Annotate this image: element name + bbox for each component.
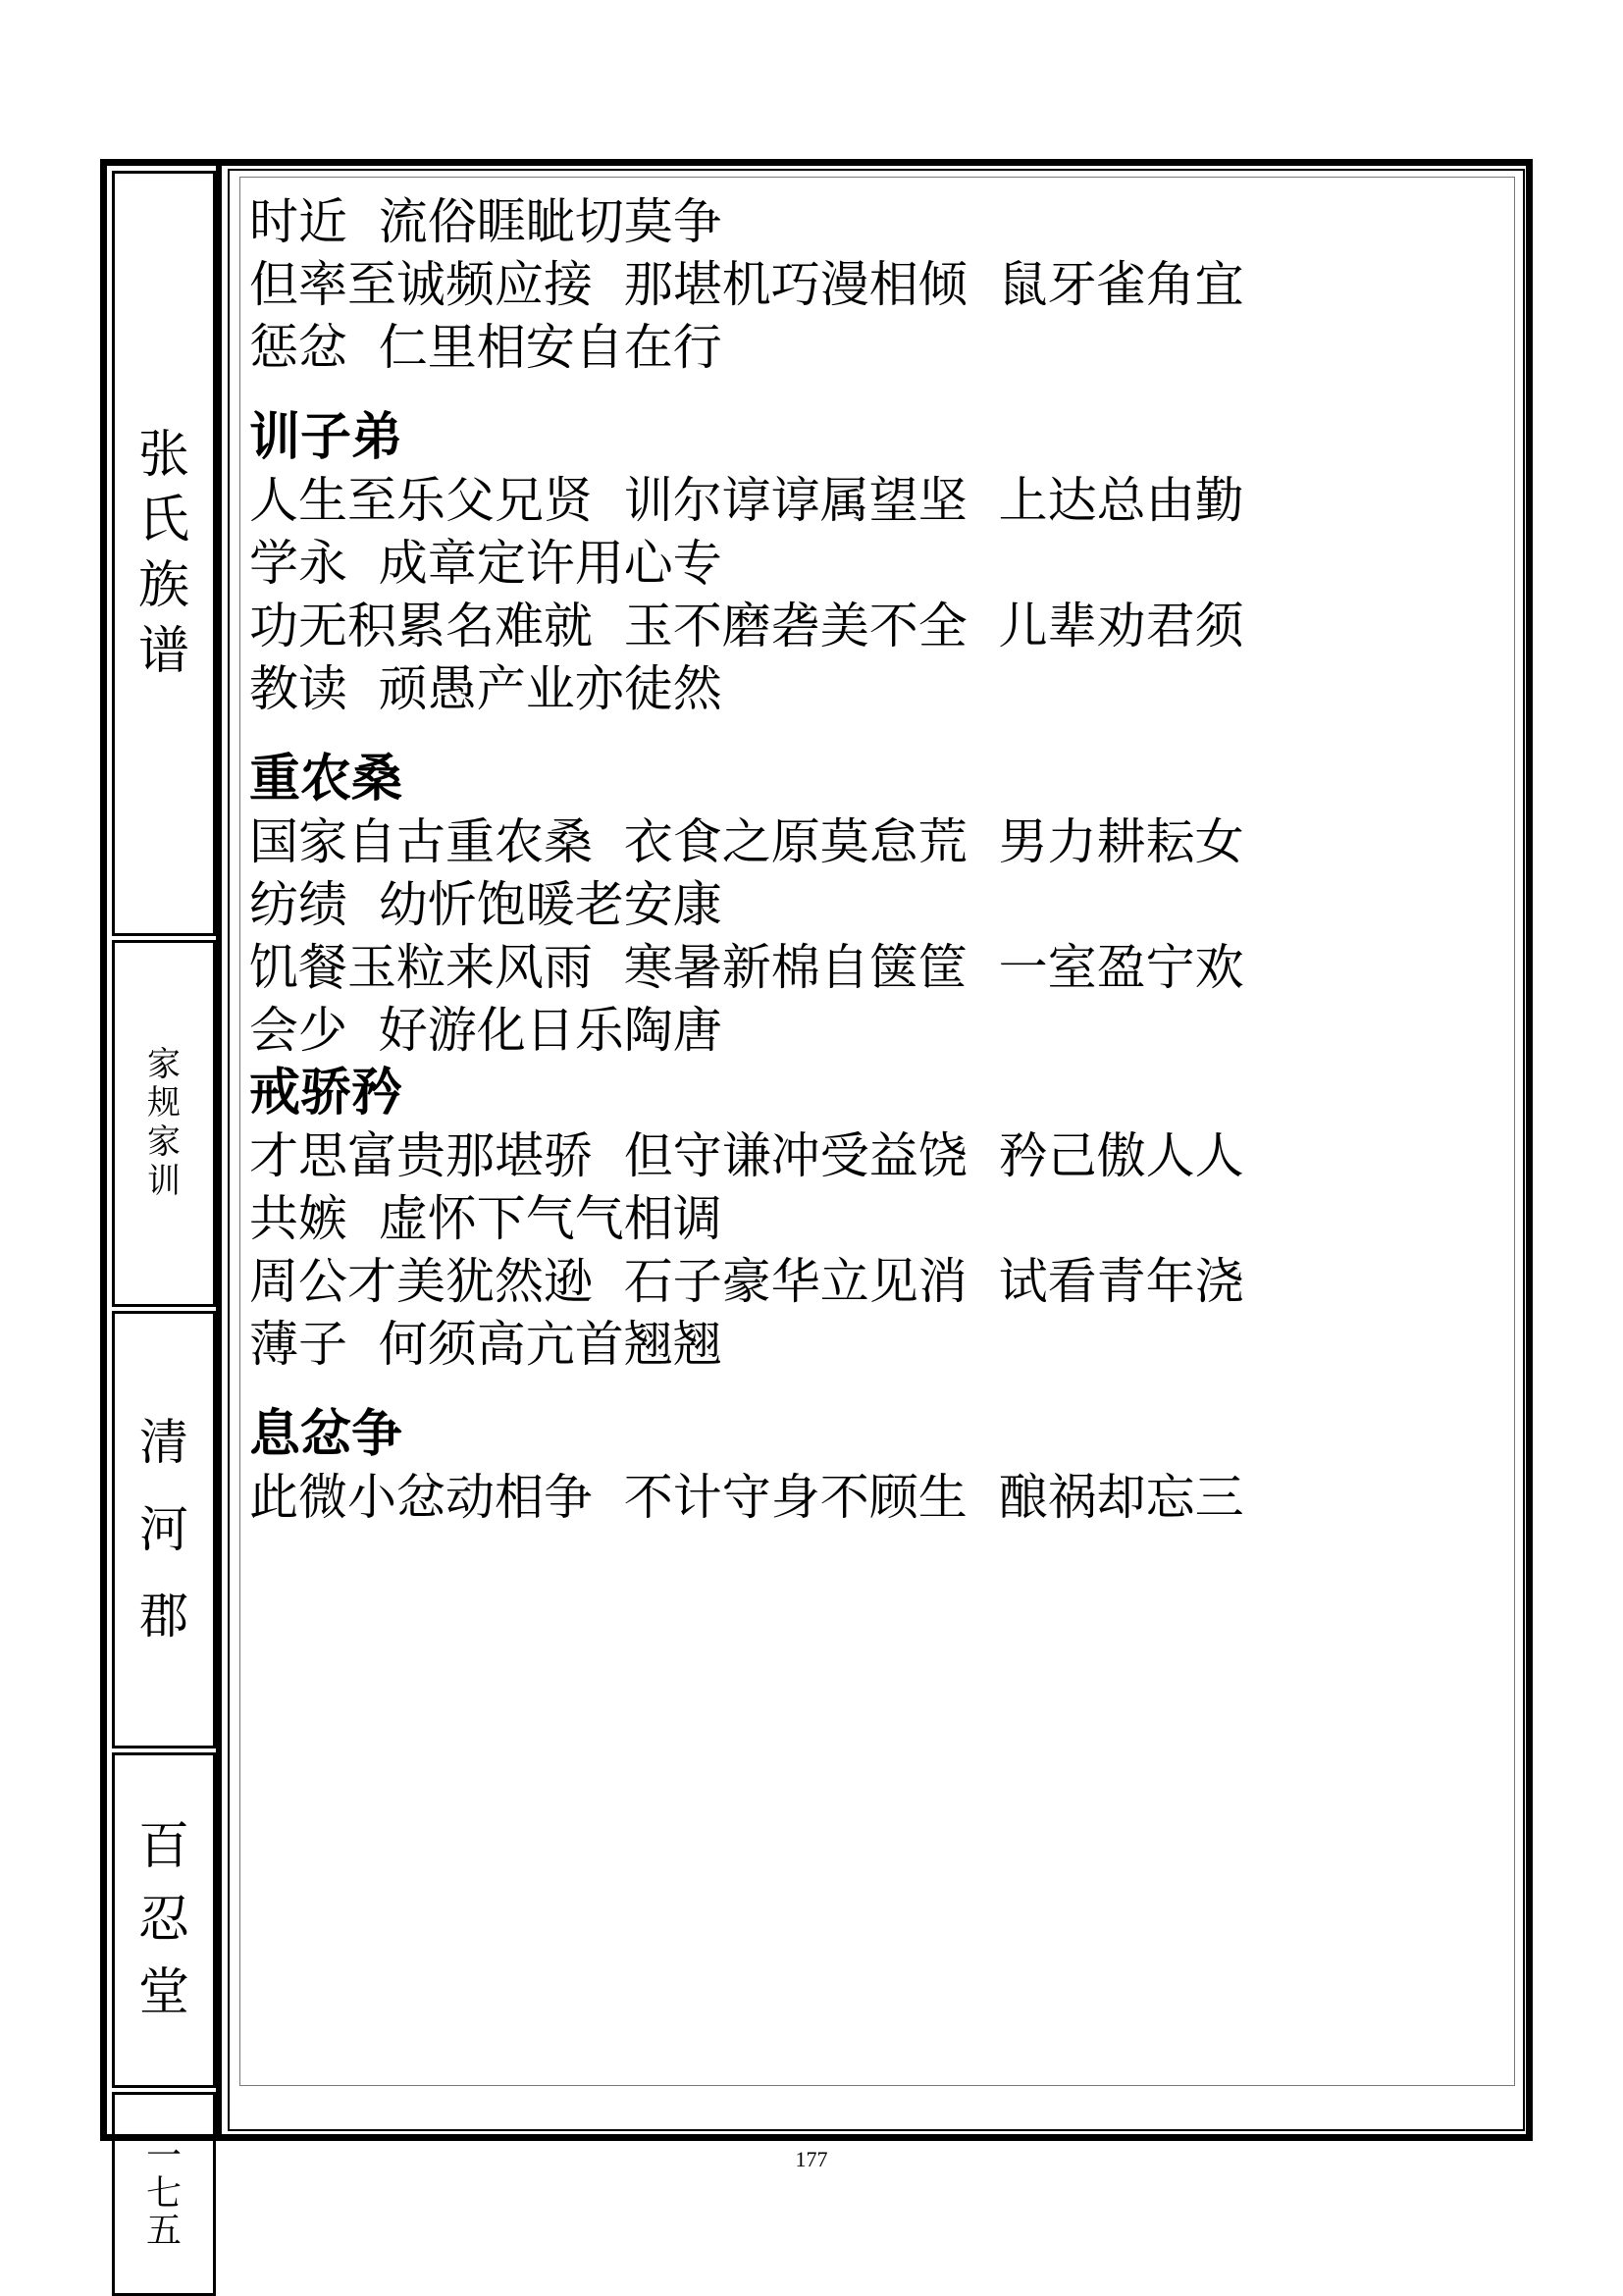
sidebar-place-cell: [112, 1311, 216, 1748]
folio-char: 五: [145, 2210, 182, 2251]
text-line: 薄子 何须高亢首翘翘: [249, 1316, 722, 1373]
section-char: 家: [147, 1122, 181, 1162]
text-line: 时近 流俗睚眦切莫争: [249, 193, 722, 250]
text-line: 惩忿 仁里相安自在行: [249, 319, 722, 376]
text-line: 教读 顽愚产业亦徒然: [249, 660, 722, 717]
title-char: 族: [137, 556, 189, 615]
sidebar: [106, 165, 222, 2251]
section-char: 家: [147, 1044, 181, 1084]
place-char: 清: [139, 1414, 188, 1472]
sidebar-title-cell: [112, 171, 216, 936]
hall-char: 堂: [137, 1963, 189, 2023]
title-char: 氏: [137, 491, 189, 550]
title-char: 谱: [137, 621, 189, 681]
text-line: 共嫉 虚怀下气气相调: [249, 1190, 722, 1247]
hall-char: 百: [137, 1817, 189, 1877]
section-heading: 息忿争: [249, 1405, 403, 1464]
folio-char: 一: [145, 2136, 182, 2177]
place-char: 郡: [139, 1588, 188, 1645]
place-char: 河: [139, 1500, 188, 1558]
folio-char: 七: [145, 2173, 182, 2215]
page-number: 177: [795, 2147, 828, 2171]
section-heading: 训子弟: [249, 408, 403, 467]
text-line: 学永 成章定许用心专: [249, 535, 722, 592]
section-char: 训: [147, 1161, 181, 1201]
sidebar-section-cell: [112, 940, 216, 1307]
section-heading: 重农桑: [249, 750, 403, 809]
text-line: 功无积累名难就 玉不磨砻美不全 儿辈劝君须: [249, 598, 1244, 654]
text-line: 周公才美犹然逊 石子豪华立见消 试看青年浇: [249, 1253, 1244, 1310]
text-line: 国家自古重农桑 衣食之原莫怠荒 男力耕耘女: [249, 813, 1244, 870]
sidebar-hall-cell: [112, 1752, 216, 2088]
text-line: 但率至诚频应接 那堪机巧漫相倾 鼠牙雀角宜: [249, 256, 1244, 313]
text-line: 此微小忿动相争 不计守身不顾生 酿祸却忘三: [249, 1469, 1244, 1526]
text-line: 会少 好游化日乐陶唐: [249, 1002, 722, 1059]
sidebar-folio-cell: [112, 2092, 216, 2296]
text-line: 人生至乐父兄贤 训尔谆谆属望坚 上达总由勤: [249, 472, 1244, 529]
text-line: 才思富贵那堪骄 但守谦冲受益饶 矜己傲人人: [249, 1127, 1244, 1184]
text-line: 纺绩 幼忻饱暖老安康: [249, 876, 722, 933]
section-char: 规: [147, 1083, 181, 1123]
hall-char: 忍: [137, 1890, 189, 1950]
title-char: 张: [137, 425, 189, 485]
section-heading: 戒骄矜: [249, 1064, 403, 1122]
text-line: 饥餐玉粒来风雨 寒暑新棉自箧筐 一室盈宁欢: [249, 939, 1244, 996]
